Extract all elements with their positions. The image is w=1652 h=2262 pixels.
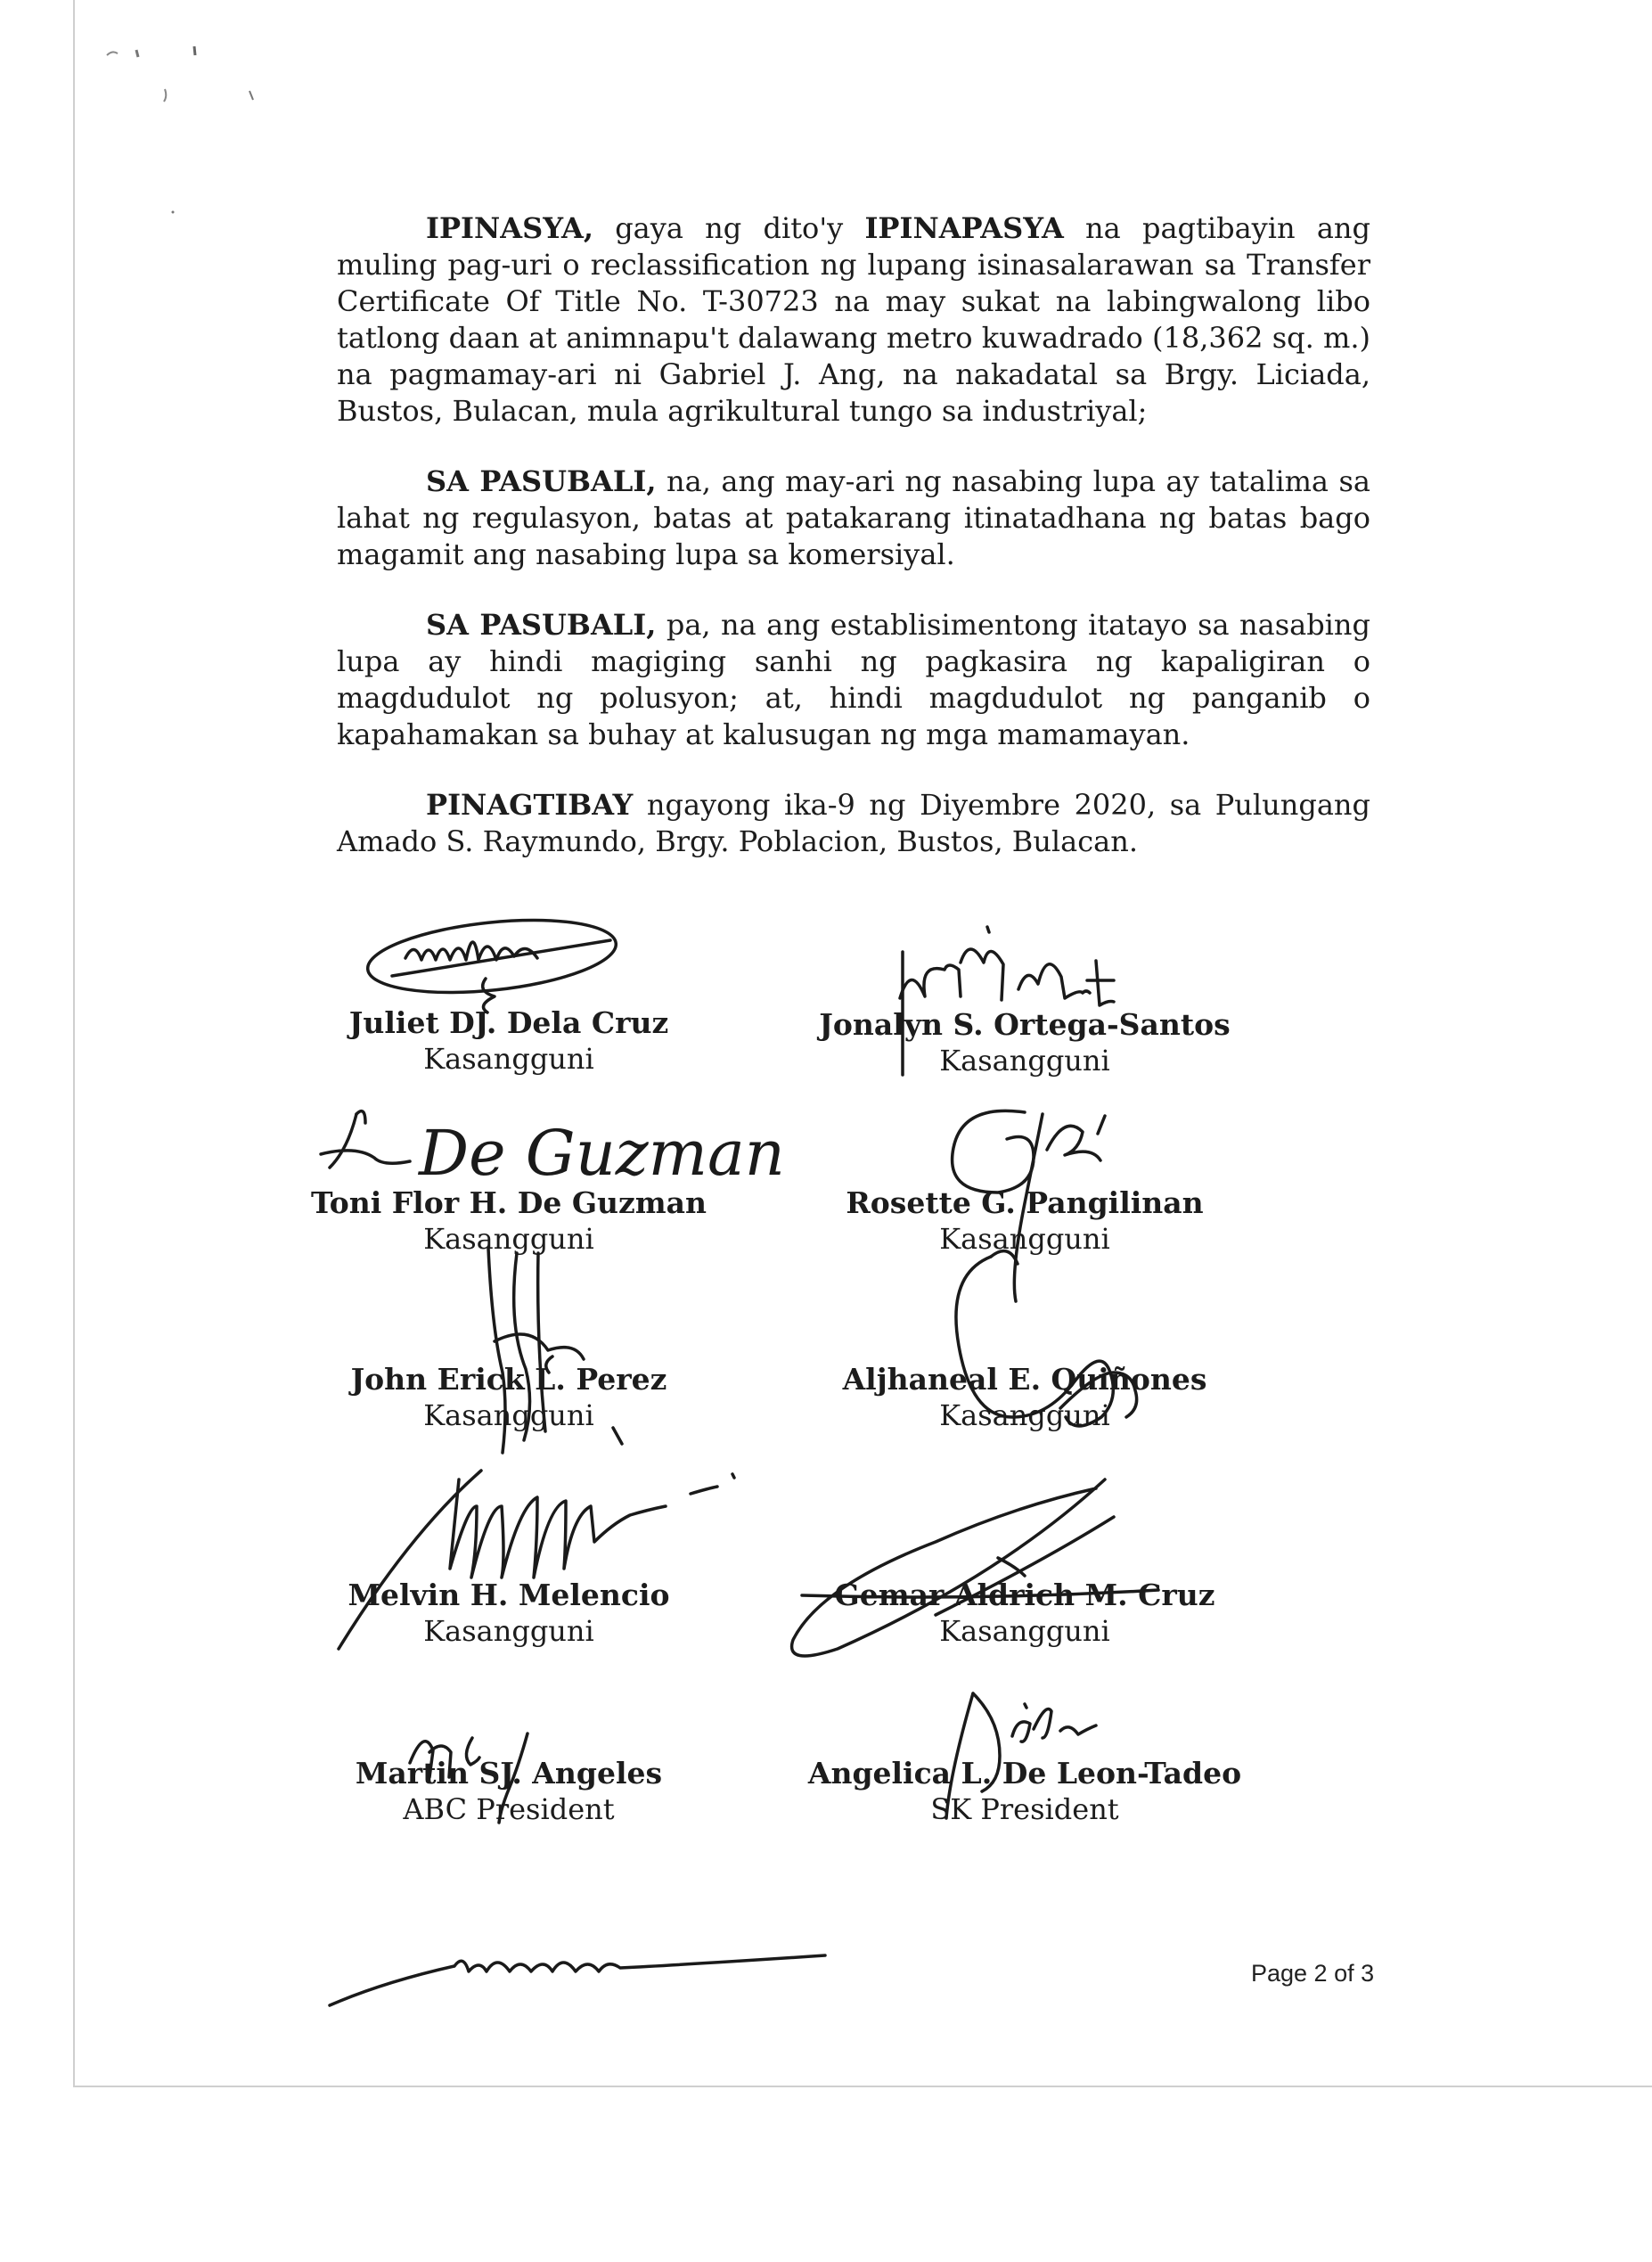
paragraph-lead: IPINASYA, <box>426 211 593 245</box>
signatory-martin-angeles <box>259 1756 758 1827</box>
signatory-title: ABC President <box>403 1792 615 1826</box>
signature-handwriting: De Guzman <box>419 1117 785 1190</box>
signatory-name: Jonalyn S. Ortega-Santos <box>819 1007 1231 1042</box>
signatory-name: Rosette G. Pangilinan <box>846 1185 1204 1220</box>
signatory-name: Angelica L. De Leon-Tadeo <box>807 1756 1242 1791</box>
paragraph-bold-term: IPINAPASYA <box>864 211 1064 245</box>
signatory-name: Toni Flor H. De Guzman <box>310 1185 707 1220</box>
paragraph-pasubali-1 <box>337 463 1370 573</box>
signatory-name: Juliet DJ. Dela Cruz <box>348 1005 669 1040</box>
signatory-rosette-pangilinan <box>775 1185 1274 1257</box>
signatory-angelica-de-leon-tadeo <box>775 1756 1274 1827</box>
paragraph-text: ngayong ika-9 ng Diyembre 2020, sa Pulungang Amado S. Raymundo, Brgy. Poblacion, Bustos, Bulacan. <box>337 788 1370 858</box>
signatory-title: Kasangguni <box>423 1398 594 1432</box>
paragraph-text: gaya ng dito'y <box>593 211 865 245</box>
signatory-title: Kasangguni <box>423 1614 594 1648</box>
signatory-title: Kasangguni <box>423 1042 594 1076</box>
paragraph-ipinasya <box>337 210 1370 430</box>
signatory-title: Kasangguni <box>939 1398 1110 1432</box>
paragraph-text: na, ang may-ari ng nasabing lupa ay tatalima sa lahat ng regulasyon, batas at patakarang itinatadhana ng batas bago magamit ang nasabing lupa sa komersiyal. <box>337 464 1370 571</box>
signatory-title: Kasangguni <box>939 1614 1110 1648</box>
signatory-title: SK President <box>930 1792 1119 1826</box>
signatory-jonalyn-ortega-santos <box>775 1007 1274 1078</box>
page-number: Page 2 of 3 <box>1251 1960 1375 1987</box>
paragraph-pasubali-2 <box>337 607 1370 753</box>
paragraph-text: pa, na ang establisimentong itatayo sa nasabing lupa ay hindi magiging sanhi ng pagkasira ng kapaligiran o magdudulot ng polusyon; at, hindi magdudulot ng panganib o kapahamakan sa buhay at kalusugan ng mga mamamayan. <box>337 608 1371 751</box>
signatory-title: Kasangguni <box>423 1222 594 1256</box>
paragraph-pinagtibay <box>337 787 1370 860</box>
signatory-name: Aljhaneal E. Quiñones <box>842 1362 1207 1397</box>
signatory-juliet-dela-cruz <box>259 1005 758 1077</box>
signatory-name: Melvin H. Melencio <box>348 1578 670 1612</box>
signatory-name: Martin SJ. Angeles <box>355 1756 663 1791</box>
signatory-name: Gemar Aldrich M. Cruz <box>834 1578 1215 1612</box>
signatory-melvin-melencio <box>259 1578 758 1649</box>
signatory-gemar-aldrich-cruz <box>775 1578 1274 1649</box>
signatory-john-erick-perez <box>259 1362 758 1433</box>
signatory-name: John Erick L. Perez <box>350 1362 667 1397</box>
resolution-body <box>337 210 1370 894</box>
signatory-aljhaneal-quinones <box>775 1362 1274 1433</box>
scan-specks <box>0 0 285 232</box>
paragraph-lead: PINAGTIBAY <box>426 788 634 822</box>
paragraph-lead: SA PASUBALI, <box>426 464 657 498</box>
signatory-title: Kasangguni <box>939 1222 1110 1256</box>
paragraph-lead: SA PASUBALI, <box>426 608 657 642</box>
signatory-toni-flor-de-guzman <box>259 1185 758 1257</box>
signatory-title: Kasangguni <box>939 1044 1110 1078</box>
paragraph-text: na pagtibayin ang muling pag-uri o reclassification ng lupang isinasalarawan sa Transfer Certificate Of Title No. T-30723 na may sukat na labingwalong libo tatlong daan at animnapu't dalawang metro kuwadrado (18,362 sq. m.) na pagmamay-ari ni Gabriel J. Ang, na nakadatal sa Brgy. Liciada, Bustos, Bulacan, mula agrikultural tungo sa industriyal; <box>337 211 1371 428</box>
